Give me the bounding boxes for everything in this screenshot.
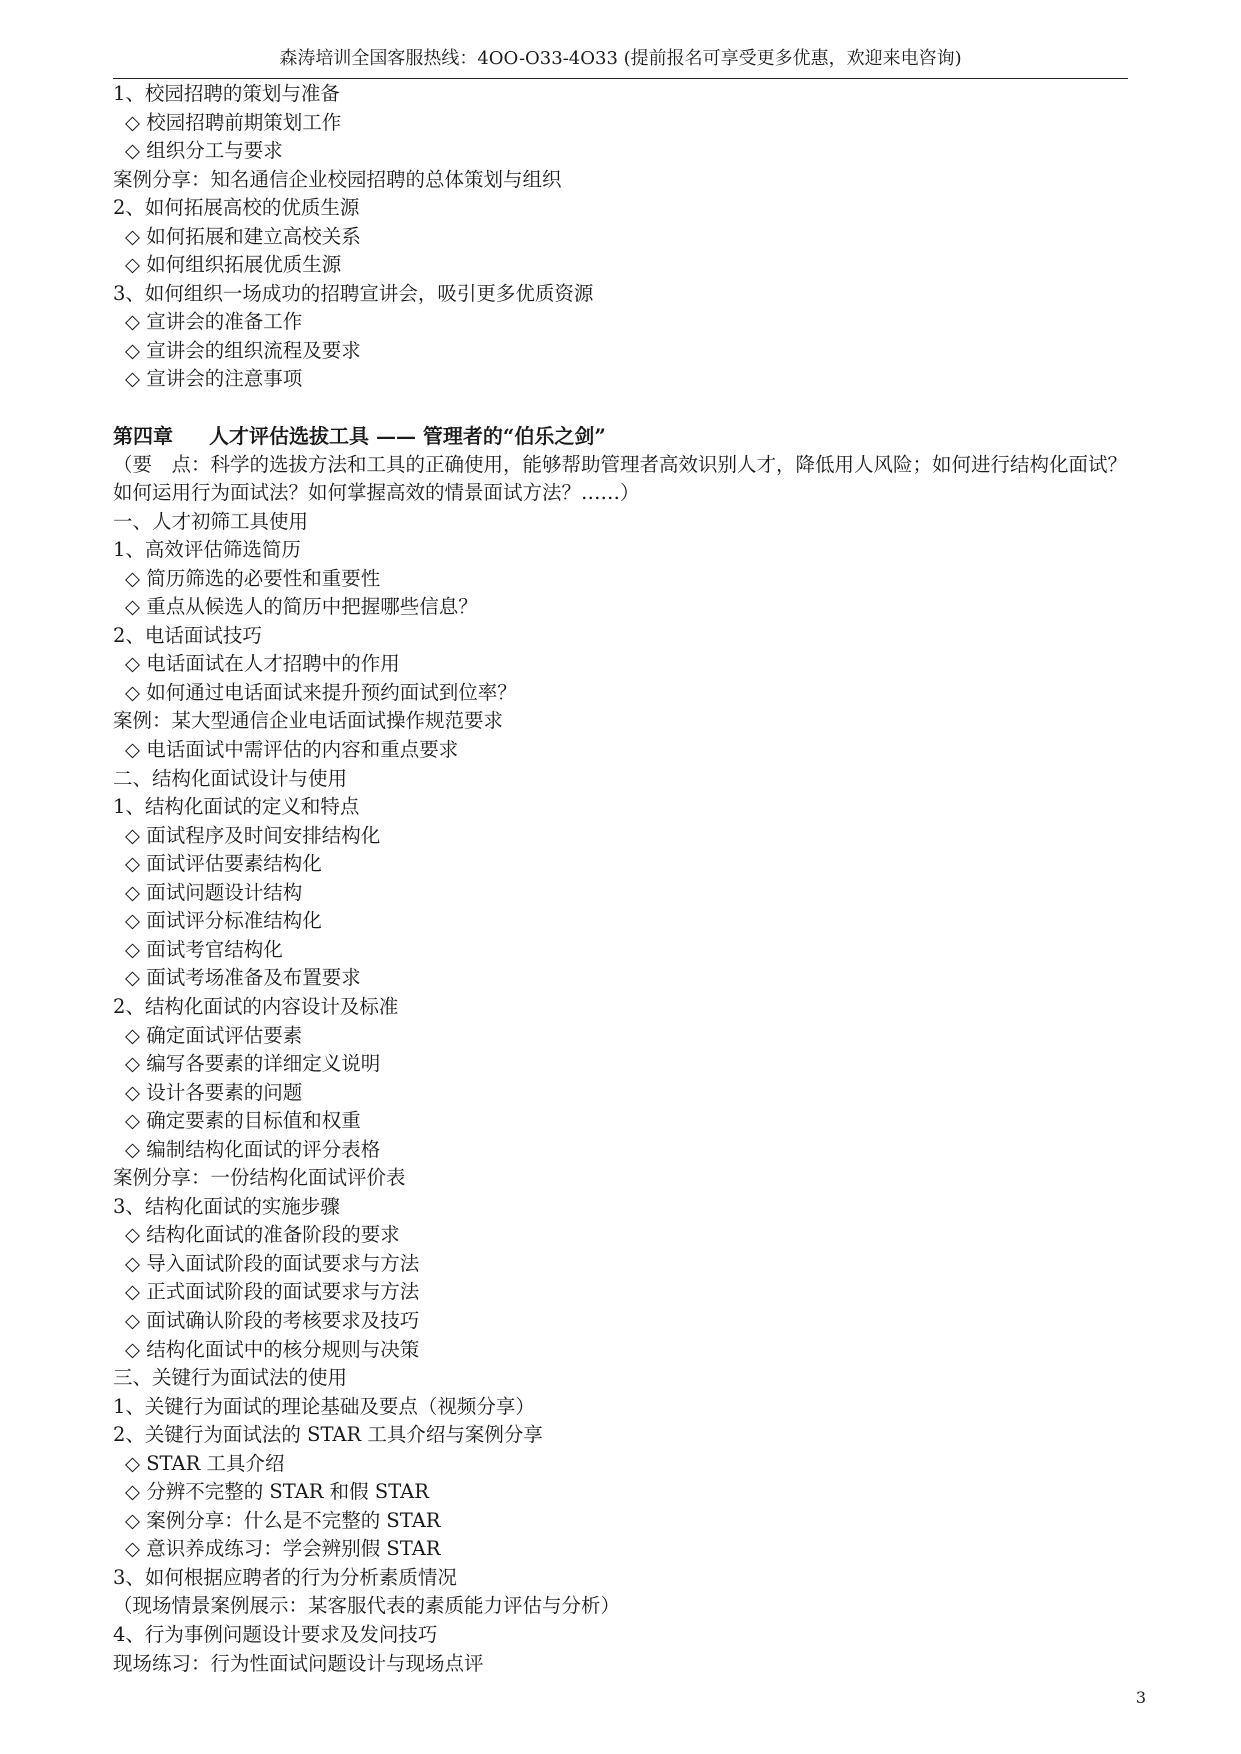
list-item: ◇ 宣讲会的准备工作 xyxy=(125,310,303,334)
spacer xyxy=(113,394,1143,422)
document-body xyxy=(113,80,1143,1678)
list-item: ◇ 如何通过电话面试来提升预约面试到位率？ xyxy=(125,680,517,704)
list-item: 2、结构化面试的内容设计及标准 xyxy=(113,994,399,1018)
list-item: 2、电话面试技巧 xyxy=(113,623,262,647)
list-item: 1、高效评估筛选简历 xyxy=(113,538,301,562)
list-item: 3、结构化面试的实施步骤 xyxy=(113,1194,340,1218)
list-item: （现场情景案例展示：某客服代表的素质能力评估与分析） xyxy=(113,1594,621,1618)
list-item: 2、关键行为面试法的 STAR 工具介绍与案例分享 xyxy=(113,1423,543,1447)
list-item: ◇ 宣讲会的组织流程及要求 xyxy=(125,338,361,362)
list-item: ◇ 面试考场准备及布置要求 xyxy=(125,966,361,990)
chapter-title: 人才评估选拔工具 —— 管理者的“伯乐之剑” xyxy=(209,424,606,449)
list-item: ◇ 重点从候选人的简历中把握哪些信息？ xyxy=(125,595,478,619)
list-item: 案例分享：知名通信企业校园招聘的总体策划与组织 xyxy=(113,167,562,191)
list-item: ◇ 组织分工与要求 xyxy=(125,139,283,163)
list-item: ◇ 正式面试阶段的面试要求与方法 xyxy=(125,1280,420,1304)
page-number: 3 xyxy=(1135,1688,1146,1707)
list-item: ◇ 编制结构化面试的评分表格 xyxy=(125,1137,381,1161)
list-item: ◇ 面试评估要素结构化 xyxy=(125,852,322,876)
list-item: ◇ 电话面试在人才招聘中的作用 xyxy=(125,652,400,676)
list-item: ◇ 编写各要素的详细定义说明 xyxy=(125,1052,381,1076)
list-item: 1、关键行为面试的理论基础及要点（视频分享） xyxy=(113,1394,535,1418)
section-heading: 三、关键行为面试法的使用 xyxy=(113,1366,348,1390)
list-item: 1、校园招聘的策划与准备 xyxy=(113,82,340,105)
list-item: ◇ 意识养成练习：学会辨别假 STAR xyxy=(125,1537,441,1561)
list-item: ◇ 简历筛选的必要性和重要性 xyxy=(125,566,381,590)
list-item: 3、如何根据应聘者的行为分析素质情况 xyxy=(113,1565,457,1589)
list-item: 2、如何拓展高校的优质生源 xyxy=(113,196,360,220)
list-item: ◇ 面试确认阶段的考核要求及技巧 xyxy=(125,1308,420,1332)
chapter-label: 第四章 xyxy=(113,424,173,449)
list-item: ◇ 宣讲会的注意事项 xyxy=(125,367,303,391)
list-item: ◇ 结构化面试中的核分规则与决策 xyxy=(125,1337,420,1361)
list-item: 现场练习：行为性面试问题设计与现场点评 xyxy=(113,1651,484,1675)
chapter-heading xyxy=(113,422,1143,451)
list-item: ◇ 设计各要素的问题 xyxy=(125,1080,303,1104)
list-item: ◇ 校园招聘前期策划工作 xyxy=(125,110,342,134)
list-item: 4、行为事例问题设计要求及发问技巧 xyxy=(113,1622,438,1646)
list-item: 案例分享：一份结构化面试评价表 xyxy=(113,1166,406,1190)
list-item: 3、如何组织一场成功的招聘宣讲会，吸引更多优质资源 xyxy=(113,281,594,305)
list-item: ◇ 导入面试阶段的面试要求与方法 xyxy=(125,1251,420,1275)
section-heading: 二、结构化面试设计与使用 xyxy=(113,766,348,790)
list-item: ◇ STAR 工具介绍 xyxy=(125,1451,285,1475)
page-header: 森涛培训全国客服热线：4OO-O33-4O33 (提前报名可享受更多优惠，欢迎来电咨询) xyxy=(113,44,1128,79)
list-item: ◇ 案例分享：什么是不完整的 STAR xyxy=(125,1508,441,1532)
list-item: ◇ 电话面试中需评估的内容和重点要求 xyxy=(125,738,459,762)
list-item: ◇ 如何拓展和建立高校关系 xyxy=(125,224,361,248)
section-heading: 一、人才初筛工具使用 xyxy=(113,509,309,533)
chapter-keypoints: （要 点：科学的选拔方法和工具的正确使用，能够帮助管理者高效识别人才，降低用人风险；如何进行结构化面试？如何运用行为面试法？如何掌握高效的情景面试方法？……） xyxy=(113,452,1128,505)
list-item: ◇ 如何组织拓展优质生源 xyxy=(125,253,342,277)
list-item: 1、结构化面试的定义和特点 xyxy=(113,795,360,819)
list-item: 案例：某大型通信企业电话面试操作规范要求 xyxy=(113,709,504,733)
list-item: ◇ 分辨不完整的 STAR 和假 STAR xyxy=(125,1480,429,1504)
list-item: ◇ 面试考官结构化 xyxy=(125,937,283,961)
list-item: ◇ 面试评分标准结构化 xyxy=(125,909,322,933)
list-item: ◇ 面试程序及时间安排结构化 xyxy=(125,823,381,847)
list-item: ◇ 确定要素的目标值和权重 xyxy=(125,1109,361,1133)
list-item: ◇ 确定面试评估要素 xyxy=(125,1023,303,1047)
list-item: ◇ 面试问题设计结构 xyxy=(125,880,303,904)
list-item: ◇ 结构化面试的准备阶段的要求 xyxy=(125,1223,400,1247)
